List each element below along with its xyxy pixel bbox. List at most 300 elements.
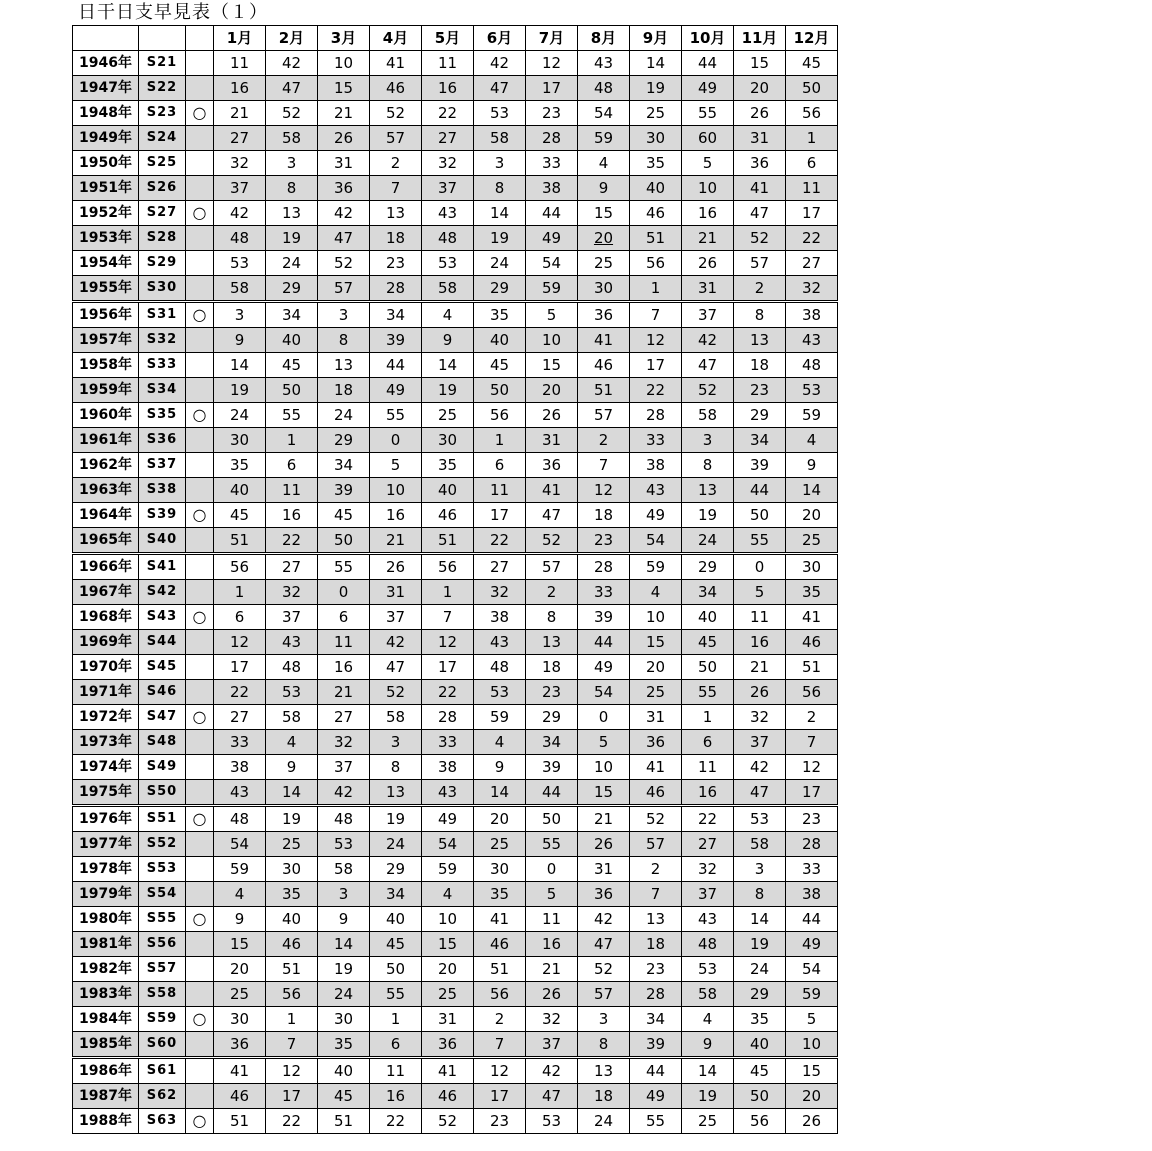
- year-cell: 1985年: [73, 1032, 139, 1058]
- day-value-cell: 15: [214, 932, 266, 957]
- day-value-cell: 6: [682, 730, 734, 755]
- day-value-cell: 30: [474, 857, 526, 882]
- day-value-cell: 19: [630, 76, 682, 101]
- day-value-cell: 12: [786, 755, 838, 780]
- day-value-cell: 55: [734, 528, 786, 554]
- day-value-cell: 2: [370, 151, 422, 176]
- day-value-cell: 26: [318, 126, 370, 151]
- day-value-cell: 53: [214, 251, 266, 276]
- leap-year-mark: ○: [186, 907, 214, 932]
- day-value-cell: 46: [630, 780, 682, 806]
- day-value-cell: 11: [786, 176, 838, 201]
- day-value-cell: 53: [318, 832, 370, 857]
- day-value-cell: 1: [422, 580, 474, 605]
- day-value-cell: 44: [734, 478, 786, 503]
- leap-year-mark: [186, 655, 214, 680]
- header-year-cell: [73, 26, 139, 51]
- year-cell: 1961年: [73, 428, 139, 453]
- day-value-cell: 23: [526, 680, 578, 705]
- day-value-cell: 6: [266, 453, 318, 478]
- table-row: [73, 478, 838, 503]
- day-value-cell: 38: [474, 605, 526, 630]
- day-value-cell: 22: [474, 528, 526, 554]
- era-cell: S41: [139, 554, 186, 580]
- year-cell: 1949年: [73, 126, 139, 151]
- day-value-cell: 10: [422, 907, 474, 932]
- day-value-cell: 34: [318, 453, 370, 478]
- day-value-cell: 10: [526, 328, 578, 353]
- table-row: [73, 378, 838, 403]
- day-value-cell: 35: [214, 453, 266, 478]
- day-value-cell: 48: [682, 932, 734, 957]
- day-value-cell: 1: [370, 1007, 422, 1032]
- day-value-cell: 40: [266, 328, 318, 353]
- day-value-cell: 23: [526, 101, 578, 126]
- day-value-cell: 55: [630, 1109, 682, 1134]
- day-value-cell: 32: [318, 730, 370, 755]
- day-value-cell: 8: [682, 453, 734, 478]
- day-value-cell: 3: [214, 302, 266, 328]
- day-value-cell: 15: [630, 630, 682, 655]
- day-value-cell: 47: [318, 226, 370, 251]
- day-value-cell: 42: [578, 907, 630, 932]
- day-value-cell: 2: [786, 705, 838, 730]
- day-value-cell: 49: [526, 226, 578, 251]
- day-value-cell: 19: [214, 378, 266, 403]
- day-value-cell: 8: [734, 882, 786, 907]
- day-value-cell: 54: [578, 680, 630, 705]
- day-value-cell: 51: [578, 378, 630, 403]
- day-value-cell: 60: [682, 126, 734, 151]
- day-value-cell: 57: [630, 832, 682, 857]
- day-value-cell: 15: [422, 932, 474, 957]
- day-value-cell: 29: [682, 554, 734, 580]
- day-value-cell: 41: [630, 755, 682, 780]
- day-value-cell: 44: [630, 1058, 682, 1084]
- era-cell: S50: [139, 780, 186, 806]
- day-value-cell: 56: [786, 680, 838, 705]
- era-cell: S35: [139, 403, 186, 428]
- year-cell: 1947年: [73, 76, 139, 101]
- day-value-cell: 34: [266, 302, 318, 328]
- day-value-cell: 12: [214, 630, 266, 655]
- day-value-cell: 39: [578, 605, 630, 630]
- day-value-cell: 40: [422, 478, 474, 503]
- day-value-cell: 30: [214, 1007, 266, 1032]
- day-value-cell: 45: [214, 503, 266, 528]
- day-value-cell: 32: [734, 705, 786, 730]
- leap-year-mark: [186, 151, 214, 176]
- day-value-cell: 53: [422, 251, 474, 276]
- day-value-cell: 52: [422, 1109, 474, 1134]
- day-value-cell: 31: [526, 428, 578, 453]
- day-value-cell: 19: [682, 503, 734, 528]
- day-value-cell: 51: [214, 528, 266, 554]
- day-value-cell: 11: [474, 478, 526, 503]
- day-value-cell: 43: [214, 780, 266, 806]
- day-value-cell: 55: [318, 554, 370, 580]
- day-value-cell: 58: [266, 126, 318, 151]
- month-header: 8月: [578, 26, 630, 51]
- day-value-cell: 37: [526, 1032, 578, 1058]
- day-value-cell: 25: [682, 1109, 734, 1134]
- day-value-cell: 24: [474, 251, 526, 276]
- day-value-cell: 41: [370, 51, 422, 76]
- day-value-cell: 5: [682, 151, 734, 176]
- day-value-cell: 35: [630, 151, 682, 176]
- day-value-cell: 8: [318, 328, 370, 353]
- day-value-cell: 17: [474, 503, 526, 528]
- day-value-cell: 15: [526, 353, 578, 378]
- day-value-cell: 38: [786, 302, 838, 328]
- era-cell: S55: [139, 907, 186, 932]
- leap-year-mark: [186, 428, 214, 453]
- day-value-cell: 10: [578, 755, 630, 780]
- day-value-cell: 47: [370, 655, 422, 680]
- day-value-cell: 51: [630, 226, 682, 251]
- day-value-cell: 7: [630, 302, 682, 328]
- day-value-cell: 51: [786, 655, 838, 680]
- day-value-cell: 21: [526, 957, 578, 982]
- day-value-cell: 8: [526, 605, 578, 630]
- day-value-cell: 3: [266, 151, 318, 176]
- day-value-cell: 5: [526, 302, 578, 328]
- leap-year-mark: [186, 982, 214, 1007]
- day-value-cell: 42: [318, 201, 370, 226]
- day-value-cell: 40: [266, 907, 318, 932]
- era-cell: S33: [139, 353, 186, 378]
- day-value-cell: 51: [318, 1109, 370, 1134]
- day-value-cell: 48: [214, 226, 266, 251]
- day-value-cell: 45: [318, 503, 370, 528]
- day-value-cell: 57: [370, 126, 422, 151]
- day-value-cell: 29: [526, 705, 578, 730]
- day-value-cell: 10: [786, 1032, 838, 1058]
- day-value-cell: 42: [370, 630, 422, 655]
- day-value-cell: 4: [474, 730, 526, 755]
- era-cell: S58: [139, 982, 186, 1007]
- day-value-cell: 26: [526, 403, 578, 428]
- day-value-cell: 39: [318, 478, 370, 503]
- leap-year-mark: [186, 780, 214, 806]
- day-value-cell: 37: [266, 605, 318, 630]
- era-cell: S56: [139, 932, 186, 957]
- day-value-cell: 53: [474, 101, 526, 126]
- day-value-cell: 14: [474, 201, 526, 226]
- era-cell: S21: [139, 51, 186, 76]
- table-row: [73, 857, 838, 882]
- day-value-cell: 20: [578, 226, 630, 251]
- day-value-cell: 44: [526, 201, 578, 226]
- day-value-cell: 54: [214, 832, 266, 857]
- day-value-cell: 7: [630, 882, 682, 907]
- table-row: [73, 276, 838, 302]
- day-value-cell: 49: [630, 503, 682, 528]
- day-value-cell: 58: [734, 832, 786, 857]
- day-value-cell: 16: [214, 76, 266, 101]
- day-value-cell: 0: [526, 857, 578, 882]
- table-row: [73, 932, 838, 957]
- era-cell: S44: [139, 630, 186, 655]
- day-value-cell: 22: [266, 528, 318, 554]
- leap-year-mark: ○: [186, 705, 214, 730]
- day-value-cell: 7: [578, 453, 630, 478]
- era-cell: S36: [139, 428, 186, 453]
- era-cell: S60: [139, 1032, 186, 1058]
- day-value-cell: 18: [578, 1084, 630, 1109]
- day-value-cell: 10: [682, 176, 734, 201]
- table-row: [73, 251, 838, 276]
- day-value-cell: 40: [630, 176, 682, 201]
- leap-year-mark: [186, 328, 214, 353]
- month-header: 11月: [734, 26, 786, 51]
- year-cell: 1950年: [73, 151, 139, 176]
- day-value-cell: 21: [318, 680, 370, 705]
- day-value-cell: 55: [370, 982, 422, 1007]
- year-cell: 1980年: [73, 907, 139, 932]
- table-row: [73, 353, 838, 378]
- day-value-cell: 56: [786, 101, 838, 126]
- day-value-cell: 13: [318, 353, 370, 378]
- table-row: [73, 151, 838, 176]
- day-value-cell: 12: [578, 478, 630, 503]
- day-value-cell: 42: [734, 755, 786, 780]
- leap-year-mark: [186, 580, 214, 605]
- day-value-cell: 18: [734, 353, 786, 378]
- day-value-cell: 16: [526, 932, 578, 957]
- day-value-cell: 43: [422, 780, 474, 806]
- day-value-cell: 23: [786, 806, 838, 832]
- leap-year-mark: [186, 554, 214, 580]
- day-value-cell: 46: [422, 1084, 474, 1109]
- table-row: [73, 554, 838, 580]
- day-value-cell: 35: [734, 1007, 786, 1032]
- month-header: 9月: [630, 26, 682, 51]
- table-row: [73, 328, 838, 353]
- day-value-cell: 17: [630, 353, 682, 378]
- day-value-cell: 50: [734, 1084, 786, 1109]
- day-value-cell: 41: [734, 176, 786, 201]
- table-row: [73, 705, 838, 730]
- day-value-cell: 56: [474, 403, 526, 428]
- year-cell: 1952年: [73, 201, 139, 226]
- day-value-cell: 48: [266, 655, 318, 680]
- day-value-cell: 36: [630, 730, 682, 755]
- day-value-cell: 8: [734, 302, 786, 328]
- year-cell: 1986年: [73, 1058, 139, 1084]
- day-value-cell: 47: [734, 201, 786, 226]
- day-value-cell: 24: [214, 403, 266, 428]
- day-value-cell: 47: [682, 353, 734, 378]
- year-cell: 1960年: [73, 403, 139, 428]
- leap-year-mark: [186, 378, 214, 403]
- day-value-cell: 10: [370, 478, 422, 503]
- day-value-cell: 40: [474, 328, 526, 353]
- day-value-cell: 21: [682, 226, 734, 251]
- day-value-cell: 35: [474, 302, 526, 328]
- day-value-cell: 26: [734, 680, 786, 705]
- day-value-cell: 5: [370, 453, 422, 478]
- year-cell: 1956年: [73, 302, 139, 328]
- day-value-cell: 24: [318, 403, 370, 428]
- day-value-cell: 16: [682, 780, 734, 806]
- day-value-cell: 13: [266, 201, 318, 226]
- day-value-cell: 32: [422, 151, 474, 176]
- day-value-cell: 43: [266, 630, 318, 655]
- day-value-cell: 52: [526, 528, 578, 554]
- leap-year-mark: ○: [186, 503, 214, 528]
- day-value-cell: 19: [474, 226, 526, 251]
- day-value-cell: 3: [318, 302, 370, 328]
- day-value-cell: 29: [370, 857, 422, 882]
- day-value-cell: 43: [630, 478, 682, 503]
- day-value-cell: 46: [786, 630, 838, 655]
- year-cell: 1966年: [73, 554, 139, 580]
- day-value-cell: 49: [422, 806, 474, 832]
- day-value-cell: 27: [266, 554, 318, 580]
- year-cell: 1972年: [73, 705, 139, 730]
- day-value-cell: 20: [786, 1084, 838, 1109]
- day-value-cell: 22: [786, 226, 838, 251]
- day-value-cell: 29: [474, 276, 526, 302]
- day-value-cell: 26: [578, 832, 630, 857]
- table-row: [73, 201, 838, 226]
- day-value-cell: 34: [370, 882, 422, 907]
- day-value-cell: 17: [266, 1084, 318, 1109]
- day-value-cell: 38: [214, 755, 266, 780]
- leap-year-mark: [186, 630, 214, 655]
- day-value-cell: 17: [786, 201, 838, 226]
- day-value-cell: 37: [370, 605, 422, 630]
- day-value-cell: 1: [266, 428, 318, 453]
- day-value-cell: 57: [318, 276, 370, 302]
- era-cell: S34: [139, 378, 186, 403]
- day-value-cell: 3: [682, 428, 734, 453]
- year-cell: 1963年: [73, 478, 139, 503]
- day-value-cell: 8: [474, 176, 526, 201]
- day-value-cell: 45: [370, 932, 422, 957]
- day-value-cell: 50: [526, 806, 578, 832]
- table-row: [73, 51, 838, 76]
- day-value-cell: 32: [474, 580, 526, 605]
- day-value-cell: 18: [318, 378, 370, 403]
- day-value-cell: 6: [786, 151, 838, 176]
- leap-year-mark: [186, 1032, 214, 1058]
- day-value-cell: 55: [266, 403, 318, 428]
- day-value-cell: 46: [214, 1084, 266, 1109]
- day-value-cell: 48: [786, 353, 838, 378]
- day-value-cell: 52: [266, 101, 318, 126]
- year-cell: 1968年: [73, 605, 139, 630]
- day-value-cell: 17: [526, 76, 578, 101]
- day-value-cell: 38: [786, 882, 838, 907]
- day-value-cell: 11: [734, 605, 786, 630]
- header-row: [73, 26, 838, 51]
- day-value-cell: 14: [214, 353, 266, 378]
- leap-year-mark: [186, 680, 214, 705]
- day-value-cell: 18: [526, 655, 578, 680]
- day-value-cell: 34: [370, 302, 422, 328]
- day-value-cell: 22: [682, 806, 734, 832]
- day-value-cell: 55: [370, 403, 422, 428]
- day-value-cell: 43: [786, 328, 838, 353]
- day-value-cell: 29: [734, 982, 786, 1007]
- table-row: [73, 832, 838, 857]
- era-cell: S54: [139, 882, 186, 907]
- era-cell: S30: [139, 276, 186, 302]
- day-value-cell: 25: [578, 251, 630, 276]
- day-value-cell: 50: [786, 76, 838, 101]
- day-value-cell: 50: [734, 503, 786, 528]
- month-header: 6月: [474, 26, 526, 51]
- day-value-cell: 0: [734, 554, 786, 580]
- month-header: 2月: [266, 26, 318, 51]
- leap-year-mark: ○: [186, 403, 214, 428]
- leap-year-mark: ○: [186, 806, 214, 832]
- day-value-cell: 14: [422, 353, 474, 378]
- leap-year-mark: [186, 76, 214, 101]
- day-value-cell: 44: [578, 630, 630, 655]
- table-row: [73, 453, 838, 478]
- year-cell: 1988年: [73, 1109, 139, 1134]
- day-value-cell: 9: [214, 907, 266, 932]
- day-value-cell: 47: [526, 503, 578, 528]
- day-value-cell: 9: [786, 453, 838, 478]
- day-value-cell: 26: [526, 982, 578, 1007]
- day-value-cell: 3: [734, 857, 786, 882]
- day-value-cell: 46: [578, 353, 630, 378]
- day-value-cell: 38: [630, 453, 682, 478]
- leap-year-mark: [186, 932, 214, 957]
- day-value-cell: 59: [526, 276, 578, 302]
- day-value-cell: 50: [682, 655, 734, 680]
- day-value-cell: 3: [370, 730, 422, 755]
- era-cell: S49: [139, 755, 186, 780]
- table-row: [73, 1109, 838, 1134]
- day-value-cell: 16: [734, 630, 786, 655]
- day-value-cell: 54: [526, 251, 578, 276]
- day-value-cell: 11: [682, 755, 734, 780]
- day-value-cell: 42: [266, 51, 318, 76]
- day-value-cell: 1: [630, 276, 682, 302]
- day-value-cell: 19: [682, 1084, 734, 1109]
- day-value-cell: 17: [422, 655, 474, 680]
- day-value-cell: 49: [630, 1084, 682, 1109]
- day-value-cell: 39: [370, 328, 422, 353]
- day-value-cell: 24: [370, 832, 422, 857]
- day-value-cell: 20: [422, 957, 474, 982]
- day-value-cell: 53: [682, 957, 734, 982]
- day-value-cell: 33: [422, 730, 474, 755]
- day-value-cell: 58: [422, 276, 474, 302]
- day-value-cell: 6: [370, 1032, 422, 1058]
- day-value-cell: 35: [474, 882, 526, 907]
- day-value-cell: 20: [630, 655, 682, 680]
- year-cell: 1983年: [73, 982, 139, 1007]
- day-value-cell: 55: [682, 101, 734, 126]
- day-value-cell: 29: [734, 403, 786, 428]
- day-value-cell: 3: [578, 1007, 630, 1032]
- day-value-cell: 25: [630, 680, 682, 705]
- day-value-cell: 23: [734, 378, 786, 403]
- day-value-cell: 42: [474, 51, 526, 76]
- day-value-cell: 34: [526, 730, 578, 755]
- day-value-cell: 46: [370, 76, 422, 101]
- day-value-cell: 40: [734, 1032, 786, 1058]
- day-value-cell: 56: [266, 982, 318, 1007]
- day-value-cell: 49: [370, 378, 422, 403]
- day-value-cell: 37: [214, 176, 266, 201]
